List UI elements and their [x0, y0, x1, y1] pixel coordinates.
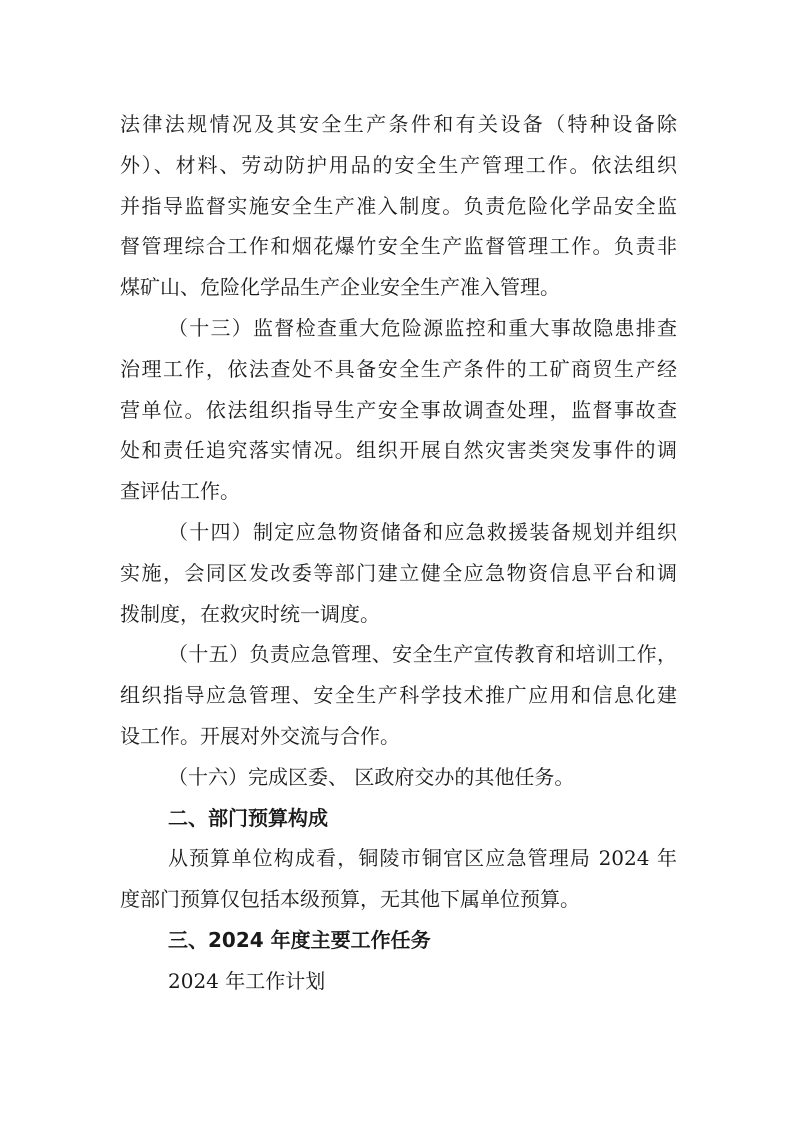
- paragraph-continuation: [120, 104, 677, 308]
- section-heading-3: 三、2024 年度主要工作任务: [168, 927, 431, 952]
- paragraph-work-plan: 2024 年工作计划: [168, 968, 326, 993]
- text-line: 治理工作，依法查处不具备安全生产条件的工矿商贸生产经: [120, 356, 677, 381]
- paragraph-item-15: [120, 634, 677, 756]
- text-line: 处和责任追究落实情况。组织开展自然灾害类突发事件的调: [120, 438, 677, 463]
- text-line: 从预算单位构成看，铜陵市铜官区应急管理局 2024 年: [168, 846, 677, 871]
- text-line: （十五）负责应急管理、安全生产宣传教育和培训工作，: [168, 642, 677, 667]
- text-line: 查评估工作。: [120, 479, 240, 504]
- text-line: （十三）监督检查重大危险源监控和重大事故隐患排查: [168, 315, 677, 340]
- paragraph-budget-composition: [120, 838, 677, 920]
- document-page: [120, 104, 677, 1002]
- paragraph-item-14: [120, 512, 677, 634]
- paragraph-item-16: [120, 757, 677, 798]
- text-line: 督管理综合工作和烟花爆竹安全生产监督管理工作。负责非: [120, 234, 677, 259]
- text-line: 法律法规情况及其安全生产条件和有关设备（特种设备除: [120, 112, 677, 136]
- text-line: 实施，会同区发改委等部门建立健全应急物资信息平台和调: [120, 560, 677, 585]
- text-line: （十六）完成区委、 区政府交办的其他任务。: [168, 764, 575, 789]
- text-line: 度部门预算仅包括本级预算，无其他下属单位预算。: [120, 887, 580, 912]
- text-line: 外）、材料、劳动防护用品的安全生产管理工作。依法组织: [120, 152, 677, 177]
- text-line: 并指导监督实施安全生产准入制度。负责危险化学品安全监: [120, 193, 677, 218]
- text-line: 设工作。开展对外交流与合作。: [120, 723, 400, 748]
- paragraph-item-13: [120, 308, 677, 512]
- text-line: 组织指导应急管理、安全生产科学技术推广应用和信息化建: [120, 683, 677, 708]
- text-line: 煤矿山、危险化学品生产企业安全生产准入管理。: [120, 275, 560, 300]
- text-line: 营单位。依法组织指导生产安全事故调查处理，监督事故查: [120, 397, 677, 422]
- text-line: 拨制度，在救灾时统一调度。: [120, 601, 380, 626]
- section-heading-2: 二、部门预算构成: [168, 805, 328, 830]
- text-line: （十四）制定应急物资储备和应急救援装备规划并组织: [168, 519, 677, 544]
